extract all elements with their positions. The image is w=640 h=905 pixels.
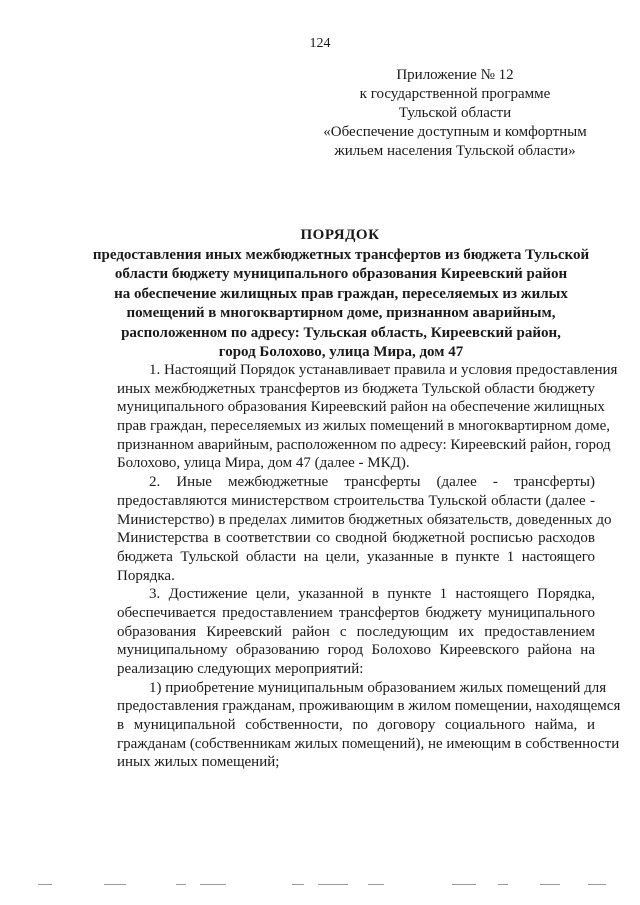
text-line: иных межбюджетных трансфертов из бюджета Тульской области бюджету	[117, 380, 595, 397]
subtitle-line: на обеспечение жилищных прав граждан, переселяемых из жилых	[114, 285, 568, 302]
appendix-line: жильем населения Тульской области»	[334, 143, 576, 159]
appendix-line: «Обеспечение доступным и комфортным	[323, 124, 587, 140]
paragraph-3	[117, 585, 595, 678]
text-line: предоставляются министерством строительства Тульской области (далее -	[117, 492, 595, 509]
text-line: в муниципальной собственности, по договору социального найма, и	[117, 717, 595, 734]
subtitle-line: области бюджету муниципального образования Киреевский район	[114, 266, 568, 283]
text-line: 1. Настоящий Порядок устанавливает правила и условия предоставления	[149, 362, 618, 378]
appendix-line: к государственной программе	[359, 86, 551, 102]
subtitle-line: город Болохово, улица Мира, дом 47	[218, 344, 464, 361]
document-body	[117, 361, 621, 772]
text-line: Министерство) в пределах лимитов бюджетных обязательств, доведенных до	[117, 511, 612, 528]
paragraph-2	[117, 473, 612, 585]
text-line: прав граждан, переселяемых из жилых помещений в многоквартирном доме,	[117, 418, 611, 435]
text-line: Болохово, улица Мира, дом 47 (далее - МКД).	[117, 455, 410, 472]
text-line: муниципального образования Киреевский район на обеспечение жилищных	[117, 399, 605, 416]
subtitle-line: предоставления иных межбюджетных трансфертов из бюджета Тульской	[92, 247, 590, 263]
document-title: ПОРЯДОК	[300, 227, 380, 243]
page-number: 124	[309, 36, 331, 51]
document-subtitle	[78, 246, 604, 362]
appendix-line: Приложение № 12	[396, 67, 514, 83]
text-line: 1) приобретение муниципальным образованием жилых помещений для	[149, 679, 607, 696]
text-line: муниципальному образованию город Болохово Киреевского района на	[117, 642, 595, 659]
subtitle-line: расположенном по адресу: Тульская область, Киреевский район,	[121, 324, 561, 341]
text-line: Порядка.	[117, 567, 175, 584]
text-line: 2. Иные межбюджетные трансферты (далее - трансферты)	[149, 474, 595, 491]
text-line: предоставления гражданам, проживающим в жилом помещении, находящемся	[117, 698, 621, 715]
text-line: бюджета Тульской области на цели, указанные в пункте 1 настоящего	[117, 548, 595, 565]
paragraph-4	[117, 679, 621, 772]
text-line: Министерства в соответствии со сводной бюджетной росписью расходов	[117, 530, 595, 547]
text-line: иных жилых помещений;	[117, 754, 280, 771]
text-line: обеспечивается предоставлением трансфертов бюджету муниципального	[117, 604, 595, 621]
text-line: гражданам (собственникам жилых помещений), не имеющим в собственности	[117, 735, 620, 752]
scan-artifacts	[0, 880, 640, 892]
paragraph-1	[117, 361, 618, 473]
text-line: 3. Достижение цели, указанной в пункте 1 настоящего Порядка,	[149, 586, 595, 603]
appendix-line: Тульской области	[398, 105, 512, 121]
text-line: признанном аварийным, расположенном по адресу: Киреевский район, город	[117, 436, 611, 453]
appendix-header	[300, 66, 610, 161]
text-line: образования Киреевский район с последующим их предоставлением	[117, 623, 595, 640]
text-line: реализацию следующих мероприятий:	[117, 661, 364, 677]
subtitle-line: помещений в многоквартирном доме, признанном аварийным,	[126, 305, 556, 322]
